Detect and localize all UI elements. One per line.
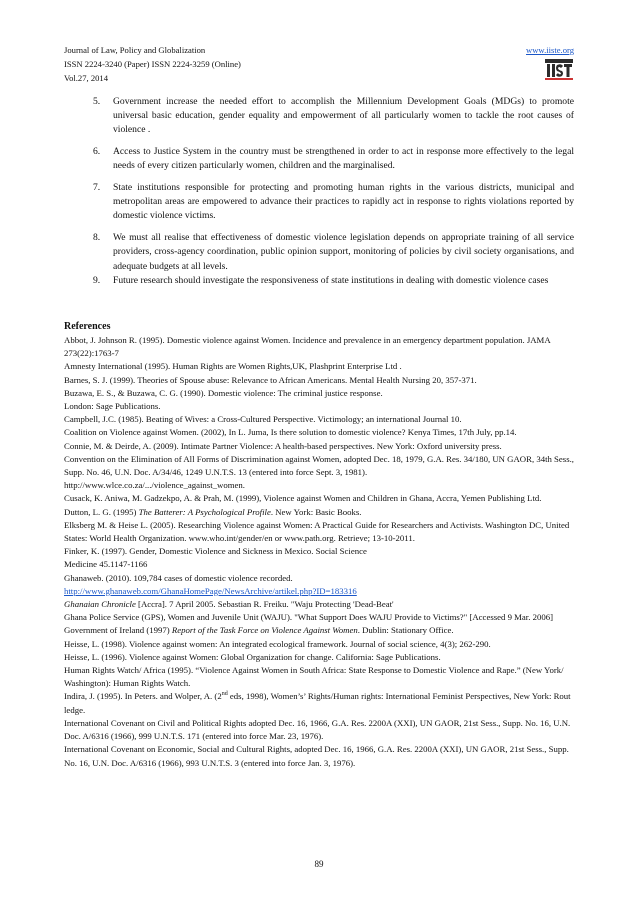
recommendations-list	[64, 95, 574, 295]
reference-entry: Coalition on Violence against Women. (2002), In L. Juma, Is there solution to domestic violence? Kenya Times, 17th July, pp.14.	[64, 427, 517, 438]
reference-link[interactable]: http://www.ghanaweb.com/GhanaHomePage/NewsArchive/artikel.php?ID=183316	[64, 585, 357, 596]
recommendation-text: Future research should investigate the responsiveness of state institutions in dealing with domestic violence cases	[113, 274, 549, 286]
reference-entry: Elksberg M. & Heise L. (2005). Researching Violence against Women: A Practical Guide for Researchers and Activists. Washington DC, United States: World Health Organization. www.who.int/gender/en or www.path.org. Retrieve; 13-10-2011.	[64, 519, 570, 544]
recommendation-number: 7.	[93, 182, 101, 194]
reference-entry: Medicine 45.1147-1166	[64, 559, 148, 570]
recommendation-text: We must all realise that effectiveness of domestic violence legislation depends on appropriate training of all service providers, cross-agency coordination, public opinion support, monitoring of policies by civil society organisations, and adequate budgets at all levels.	[113, 232, 574, 272]
journal-volume: Vol.27, 2014	[64, 73, 109, 83]
recommendation-item	[64, 274, 574, 288]
references-section	[64, 320, 574, 770]
reference-entry: Human Rights Watch/ Africa (1995). “Violence Against Women in South Africa: State Response to Domestic Violence and Rape.” (New York/ Washington): Human Rights Watch.	[64, 665, 564, 689]
references-heading: References	[64, 321, 111, 332]
recommendation-number: 5.	[93, 96, 101, 107]
reference-entry: Barnes, S. J. (1999). Theories of Spouse abuse: Relevance to African Americans. Mental Health Nursing 20, 357-371.	[64, 374, 477, 385]
reference-entry	[64, 624, 574, 637]
recommendation-item	[64, 145, 574, 173]
iiste-logo	[544, 57, 574, 81]
reference-entry: Convention on the Elimination of All Forms of Discrimination against Women, adopted Dec. 18, 1979, G.A. Res. 34/180, UN GAOR, 34th Sess., Supp. No. 46, U.N. Doc. A/34/46, 1249 U.N.T.S. 13 (entered into force Sept. 3, 1981).	[64, 453, 574, 478]
reference-text: [Accra]. 7 April 2005. Sebastian R. Freiku. "Waju Protecting 'Dead-Beat'	[135, 599, 394, 610]
reference-entry: Amnesty International (1995). Human Rights are Women Rights,UK, Plashprint Enterprise Ltd .	[64, 361, 402, 372]
reference-entry: Heisse, L. (1998). Violence against women: An integrated ecological framework. Journal of social science, 4(3); 262-290.	[64, 638, 491, 649]
reference-entry	[64, 598, 574, 611]
recommendation-number: 9.	[93, 274, 101, 286]
reference-text: Government of Ireland (1997)	[64, 625, 172, 636]
reference-entry: International Covenant on Economic, Social and Cultural Rights, adopted Dec. 16, 1966, G.A. Res. 2200A (XXI), UN GAOR, 21st Sess., Supp. No. 16, U.N. Doc. A/6316 (1966), 993 U.N.T.S. 3 (entered into force Jan. 3, 1976).	[64, 744, 569, 768]
reference-entry: Ghanaweb. (2010). 109,784 cases of domestic violence recorded.	[64, 572, 293, 583]
recommendation-item	[64, 181, 574, 224]
reference-entry: Heisse, L. (1996). Violence against Women: Global Organization for change. California: Sage Publications.	[64, 651, 441, 662]
reference-entry: Abbot, J. Johnson R. (1995). Domestic violence against Women. Incidence and prevalence in an emergency department population. JAMA 273(22):1763-7	[64, 335, 551, 359]
reference-title: Ghanaian Chronicle	[64, 599, 136, 610]
reference-entry: Buzawa, E. S., & Buzawa, C. G. (1990). Domestic violence: The criminal justice response.	[64, 387, 383, 398]
recommendation-text: Access to Justice System in the country must be strengthened in order to act in response more effectively to the legal needs of every citizen particularly women, children and the marginalised.	[113, 146, 574, 172]
recommendation-text: Government increase the needed effort to accomplish the Millennium Development Goals (MDGs) to promote universal basic education, gender equality and empowerment of all particularly women to tackle the root causes of violence .	[113, 96, 574, 136]
reference-entry: International Covenant on Civil and Political Rights adopted Dec. 16, 1966, G.A. Res. 2200A (XXI), UN GAOR, 21st Sess., Supp. No. 16, U.N. Doc. A/6316 (1966), 999 U.N.T.S. 171 (entered into force Mar. 23, 1976).	[64, 717, 571, 742]
reference-text: . Dublin: Stationary Office.	[357, 625, 454, 636]
page-number: 89	[314, 859, 324, 869]
reference-entry: London: Sage Publications.	[64, 401, 161, 412]
journal-url-link[interactable]: www.iiste.org	[526, 45, 574, 55]
reference-entry	[64, 690, 574, 716]
reference-text: Indira, J. (1995). In Peters. and Wolper, A. (2	[64, 691, 222, 702]
recommendation-item	[64, 231, 574, 274]
journal-issn: ISSN 2224-3240 (Paper) ISSN 2224-3259 (Online)	[64, 59, 241, 69]
reference-title: Report of the Task Force on Violence Against Women	[171, 625, 358, 636]
reference-title: The Batterer: A Psychological Profile	[138, 506, 271, 517]
reference-text: eds, 1998), Women’s’ Rights/Human rights: International Feminist Perspectives, New York: Rout ledge.	[64, 691, 571, 715]
reference-entry	[64, 506, 574, 519]
reference-text: Dutton, L. G. (1995)	[64, 506, 139, 517]
recommendation-item	[64, 95, 574, 138]
references-list	[64, 334, 574, 770]
recommendation-number: 6.	[93, 146, 101, 158]
reference-entry[interactable]	[64, 585, 574, 598]
recommendation-number: 8.	[93, 232, 101, 244]
reference-entry: Ghana Police Service (GPS), Women and Juvenile Unit (WAJU). "What Support Does WAJU Provide to Victims?" [Accessed 9 Mar. 2006]	[64, 612, 554, 623]
reference-entry: Cusack, K. Aniwa, M. Gadzekpo, A. & Prah, M. (1999), Violence against Women and Children in Ghana, Accra, Yemen Publishing Ltd.	[64, 493, 542, 504]
reference-entry: http://www.wlce.co.za/.../violence_against_women.	[64, 480, 245, 491]
journal-info	[64, 43, 574, 85]
reference-entry: Finker, K. (1997). Gender, Domestic Violence and Sickness in Mexico. Social Science	[64, 546, 367, 557]
journal-title: Journal of Law, Policy and Globalization	[64, 45, 206, 55]
recommendation-text: State institutions responsible for protecting and promoting human rights in the various districts, municipal and metropolitan areas are empowered to advance their practices to rapidly act in response to rights violations reported by domestic violence victims.	[113, 182, 574, 222]
reference-entry: Campbell, J.C. (1985). Beating of Wives: a Cross-Cultured Perspective. Victimology; an international Journal 10.	[64, 414, 462, 425]
page-header	[64, 43, 574, 85]
reference-entry: Connie, M. & Deirde, A. (2009). Intimate Partner Violence: A health-based perspectives. New York: Oxford university press.	[64, 440, 502, 451]
reference-text: . New York: Basic Books.	[270, 506, 362, 517]
reference-superscript: nd	[221, 691, 228, 698]
